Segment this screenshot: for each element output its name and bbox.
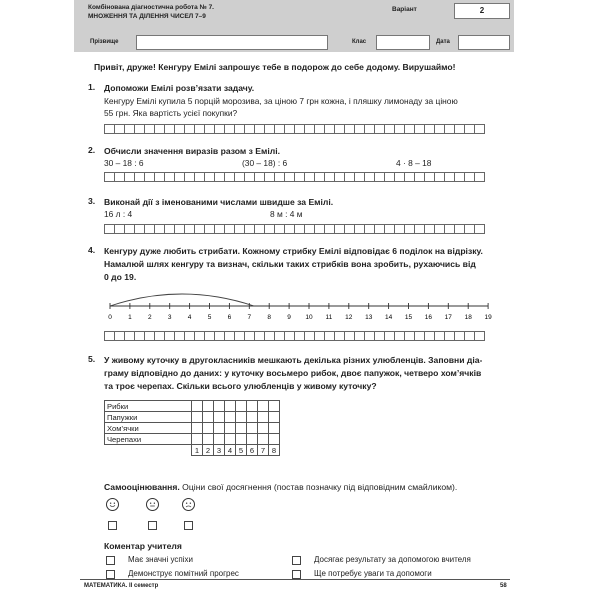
sad-smiley-icon	[182, 498, 195, 511]
teacher-option-4: Ще потребує уваги та допомоги	[314, 569, 432, 578]
diagram-cell[interactable]	[214, 423, 225, 434]
number-line-label: 10	[305, 314, 313, 321]
number-line[interactable]	[104, 286, 494, 326]
task-5-title-line-3: та троє черепах. Скільки всього улюбленців у живому куточку?	[104, 381, 377, 391]
variant-field[interactable]: 2	[454, 3, 510, 19]
task-4-number: 4.	[88, 245, 96, 255]
diagram-cell[interactable]	[236, 401, 247, 412]
task-4-title-line-3: 0 до 19.	[104, 272, 137, 282]
number-line-label: 16	[424, 314, 433, 321]
happy-smiley-icon	[106, 498, 119, 511]
diagram-scale-blank	[105, 445, 192, 456]
diagram-row	[105, 434, 280, 445]
diagram-cell[interactable]	[269, 434, 280, 445]
task-1-text-line-2: 55 грн. Яка вартість усієї покупки?	[104, 108, 238, 118]
number-line-label: 0	[108, 314, 112, 321]
diagram-cell[interactable]	[192, 401, 203, 412]
class-label: Клас	[352, 39, 367, 45]
class-field[interactable]	[376, 35, 430, 50]
number-line-label: 12	[345, 314, 353, 321]
title-line-2: МНОЖЕННЯ ТА ДІЛЕННЯ ЧИСЕЛ 7–9	[88, 13, 206, 20]
number-line-label: 14	[384, 314, 393, 321]
teacher-comment-title: Коментар учителя	[104, 541, 182, 551]
teacher-checkbox-2[interactable]	[106, 570, 115, 579]
task-4-title-line-1: Кенгуру дуже любить стрибати. Кожному стрибку Емілі відповідає 6 поділок на відрізку.	[104, 246, 483, 256]
diagram-cell[interactable]	[269, 412, 280, 423]
intro-text: Привіт, друже! Кенгуру Емілі запрошує тебе в подорож до себе додому. Вирушаймо!	[94, 62, 456, 72]
self-assessment	[104, 482, 457, 492]
diagram-scale-label: 8	[269, 445, 280, 456]
number-line-label: 13	[365, 314, 373, 321]
self-assessment-text: Оціни свої досягнення (постав позначку під відповідним смайликом).	[182, 482, 458, 492]
number-line-label: 5	[207, 314, 212, 321]
number-line-label: 7	[247, 314, 252, 321]
self-assessment-checkbox-happy[interactable]	[108, 521, 117, 530]
task-3-number: 3.	[88, 196, 96, 206]
diagram-cell[interactable]	[258, 434, 269, 445]
answer-cell[interactable]	[474, 331, 485, 341]
self-assessment-checkbox-neutral[interactable]	[148, 521, 157, 530]
answer-grid[interactable]	[104, 172, 484, 182]
diagram-cell[interactable]	[214, 434, 225, 445]
task-5-title-line-1: У живому куточку в другокласників мешкають декілька різних улюбленців. Заповни діа-	[104, 355, 483, 365]
diagram-cell[interactable]	[225, 401, 236, 412]
diagram-cell[interactable]	[214, 412, 225, 423]
diagram-cell[interactable]	[203, 412, 214, 423]
diagram-cell[interactable]	[236, 423, 247, 434]
number-line-label: 19	[484, 314, 492, 321]
task-5-title-line-2: граму відповідно до даних: у куточку восьмеро рибок, двоє папужок, четверо хом’ячків	[104, 368, 482, 378]
number-line-label: 8	[267, 314, 272, 321]
diagram-row-label: Папужки	[105, 412, 192, 423]
surname-field[interactable]	[136, 35, 328, 50]
answer-cell[interactable]	[474, 124, 485, 134]
diagram-scale-label: 5	[236, 445, 247, 456]
diagram-row-label: Хом’ячки	[105, 423, 192, 434]
diagram-scale-row	[105, 445, 280, 456]
task-2-expression-1: 30 – 18 : 6	[104, 158, 144, 168]
worksheet-page	[74, 0, 514, 600]
number-line-label: 4	[187, 314, 192, 321]
diagram-row-label: Черепахи	[105, 434, 192, 445]
diagram-cell[interactable]	[225, 434, 236, 445]
task-3-expression-1: 16 л : 4	[104, 209, 133, 219]
self-assessment-checkbox-sad[interactable]	[184, 521, 193, 530]
number-line-label: 3	[167, 314, 172, 321]
task-5-number: 5.	[88, 354, 96, 364]
diagram-cell[interactable]	[247, 423, 258, 434]
task-4-title-line-2: Намалюй шлях кенгуру та визнач, скільки таких стрибків вона зробить, рухаючись від	[104, 259, 476, 269]
diagram-cell[interactable]	[269, 401, 280, 412]
diagram-cell[interactable]	[192, 434, 203, 445]
date-field[interactable]	[458, 35, 510, 50]
answer-cell[interactable]	[474, 172, 485, 182]
neutral-smiley-icon	[146, 498, 159, 511]
worksheet-title	[88, 3, 214, 21]
diagram-cell[interactable]	[247, 401, 258, 412]
task-1-number: 1.	[88, 82, 96, 92]
diagram-cell[interactable]	[203, 401, 214, 412]
teacher-checkbox-3[interactable]	[292, 556, 301, 565]
teacher-checkbox-1[interactable]	[106, 556, 115, 565]
answer-cell[interactable]	[474, 224, 485, 234]
answer-grid[interactable]	[104, 331, 484, 341]
task-2-number: 2.	[88, 145, 96, 155]
diagram-row	[105, 401, 280, 412]
task-3-title: Виконай дії з іменованими числами швидше за Емілі.	[104, 197, 334, 207]
teacher-option-3: Досягає результату за допомогою вчителя	[314, 555, 471, 564]
diagram-scale-label: 7	[258, 445, 269, 456]
diagram-cell[interactable]	[225, 423, 236, 434]
date-label: Дата	[436, 39, 450, 45]
variant-label: Варіант	[392, 6, 417, 13]
diagram-scale-label: 3	[214, 445, 225, 456]
diagram-scale-label: 1	[192, 445, 203, 456]
task-2-expression-3: 4 · 8 – 18	[396, 158, 432, 168]
teacher-option-1: Має значні успіхи	[128, 555, 193, 564]
answer-grid[interactable]	[104, 224, 484, 234]
footer-divider	[80, 579, 510, 580]
task-2-expression-2: (30 – 18) : 6	[242, 158, 288, 168]
diagram-cell[interactable]	[203, 434, 214, 445]
header-band	[74, 0, 514, 52]
number-line-label: 1	[128, 314, 132, 321]
self-assessment-label: Самооцінювання.	[104, 482, 180, 492]
diagram-scale-label: 6	[247, 445, 258, 456]
diagram-scale-label: 2	[203, 445, 214, 456]
diagram-row	[105, 412, 280, 423]
number-line-label: 2	[147, 314, 152, 321]
number-line-label: 11	[325, 314, 333, 321]
diagram-cell[interactable]	[247, 434, 258, 445]
diagram-cell[interactable]	[247, 412, 258, 423]
number-line-label: 17	[444, 314, 452, 321]
number-line-label: 9	[287, 314, 291, 321]
diagram-cell[interactable]	[258, 401, 269, 412]
diagram-scale-label: 4	[225, 445, 236, 456]
diagram-cell[interactable]	[214, 401, 225, 412]
diagram-cell[interactable]	[269, 423, 280, 434]
number-line-label: 18	[464, 314, 472, 321]
answer-grid[interactable]	[104, 124, 484, 134]
surname-label: Прізвище	[90, 39, 119, 45]
number-line-label: 6	[227, 314, 232, 321]
footer-subject: МАТЕМАТИКА. II семестр	[84, 583, 159, 589]
teacher-checkbox-4[interactable]	[292, 570, 301, 579]
diagram-cell[interactable]	[203, 423, 214, 434]
diagram-cell[interactable]	[236, 434, 247, 445]
jump-arc	[110, 294, 254, 306]
diagram-cell[interactable]	[258, 412, 269, 423]
diagram-cell[interactable]	[192, 423, 203, 434]
title-line-1: Комбінована діагностична робота № 7.	[88, 4, 214, 11]
diagram-row	[105, 423, 280, 434]
page-number: 58	[500, 583, 507, 589]
diagram-cell[interactable]	[225, 412, 236, 423]
task-2-title: Обчисли значення виразів разом з Емілі.	[104, 146, 281, 156]
task-1-title: Допоможи Емілі розв’язати задачу.	[104, 83, 255, 93]
number-line-label: 15	[404, 314, 413, 321]
task-1-text-line-1: Кенгуру Емілі купила 5 порцій морозива, за ціною 7 грн кожна, і пляшку лимонаду за ціною	[104, 96, 458, 106]
diagram-cell[interactable]	[236, 412, 247, 423]
task-3-expression-2: 8 м : 4 м	[270, 209, 303, 219]
pets-diagram-table[interactable]	[104, 400, 280, 456]
teacher-option-2: Демонструє помітний прогрес	[128, 569, 239, 578]
diagram-row-label: Рибки	[105, 401, 192, 412]
diagram-cell[interactable]	[258, 423, 269, 434]
diagram-cell[interactable]	[192, 412, 203, 423]
